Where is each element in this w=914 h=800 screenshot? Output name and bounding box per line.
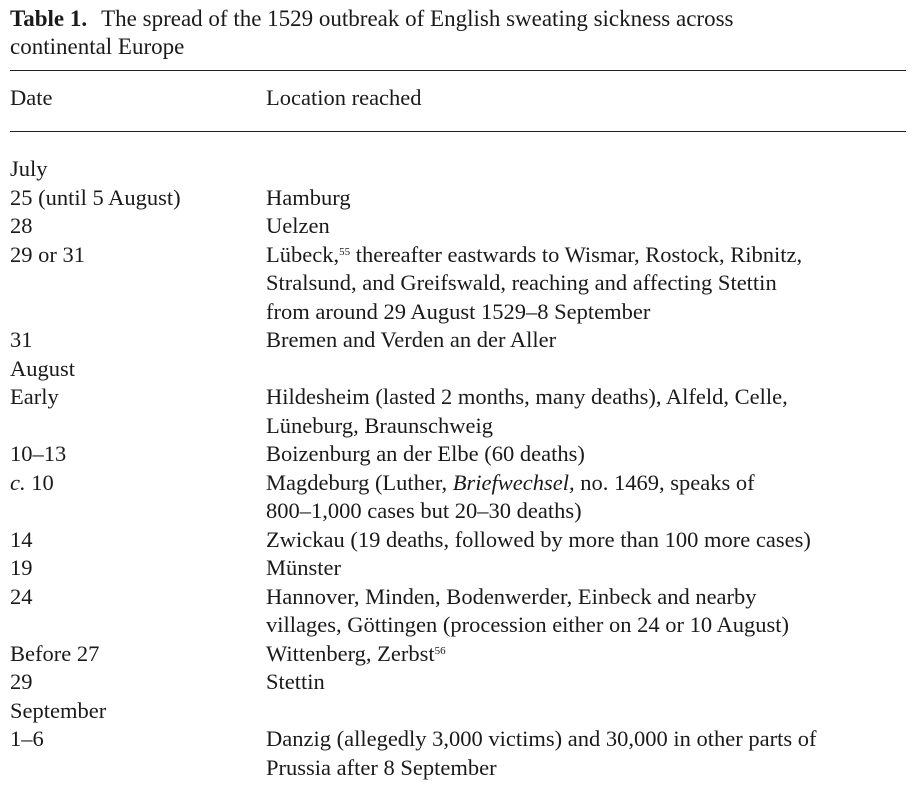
location-cell: Münster <box>266 555 341 580</box>
footnote-marker: 56 <box>434 644 446 657</box>
table-title-line-1: The spread of the 1529 outbreak of English sweating sickness across <box>101 6 734 31</box>
top-rule <box>10 70 906 71</box>
table-title-line-2: continental Europe <box>10 34 185 59</box>
location-cell: Uelzen <box>266 213 330 238</box>
date-cell: 1–6 <box>10 726 44 751</box>
header-location: Location reached <box>266 85 422 110</box>
date-cell: 31 <box>10 327 33 352</box>
location-cell: Hannover, Minden, Bodenwerder, Einbeck and nearby villages, Göttingen (procession either on 24 or 10 August) <box>266 583 790 637</box>
table-label: Table 1. <box>10 6 88 31</box>
month-row-july <box>10 155 906 184</box>
location-cell: Wittenberg, Zerbst$^{56}$ <box>266 640 446 666</box>
table-row <box>10 469 906 526</box>
date-cell: c. 10 <box>10 469 54 495</box>
date-cell: 29 <box>10 669 33 694</box>
location-cell: Danzig (allegedly 3,000 victims) and 30,000 in other parts of Prussia after 8 September <box>266 726 817 780</box>
location-cell: Stettin <box>266 669 325 694</box>
location-cell: Magdeburg (Luther, Briefwechsel, no. 1469, speaks of 800–1,000 cases but 20–30 deaths) <box>266 469 755 523</box>
footnote-marker: 55 <box>339 245 351 258</box>
header-date: Date <box>10 85 53 110</box>
location-cell: Zwickau (19 deaths, followed by more than 100 more cases) <box>266 526 811 552</box>
table-body <box>10 155 906 782</box>
location-cell: Hamburg <box>266 184 351 210</box>
date-cell: 10–13 <box>10 441 67 466</box>
table-header <box>10 84 906 112</box>
header-rule <box>10 131 906 132</box>
table-row <box>10 554 906 583</box>
date-cell: Early <box>10 384 59 409</box>
table-row <box>10 241 906 327</box>
table-row <box>10 526 906 555</box>
table-row <box>10 725 906 782</box>
table-row <box>10 440 906 469</box>
date-cell: 24 <box>10 583 33 609</box>
table-row <box>10 640 906 669</box>
table-row <box>10 184 906 213</box>
date-cell: 29 or 31 <box>10 241 85 267</box>
location-cell: Hildesheim (lasted 2 months, many deaths), Alfeld, Celle, Lüneburg, Braunschweig <box>266 384 788 438</box>
month-label: July <box>10 156 48 181</box>
date-cell: 25 (until 5 August) <box>10 184 181 210</box>
date-cell: Before 27 <box>10 640 100 666</box>
document-page <box>10 0 906 782</box>
date-cell: 14 <box>10 526 33 552</box>
table-row <box>10 583 906 640</box>
month-label: August <box>10 355 76 381</box>
table-row <box>10 668 906 697</box>
table-row <box>10 383 906 440</box>
month-row-august <box>10 355 906 384</box>
table-row <box>10 326 906 355</box>
table-row <box>10 212 906 241</box>
table-caption <box>10 5 906 61</box>
location-cell: Bremen and Verden an der Aller <box>266 327 557 352</box>
date-cell: 19 <box>10 555 33 580</box>
month-label: September <box>10 697 107 723</box>
month-row-september <box>10 697 906 726</box>
location-cell: Boizenburg an der Elbe (60 deaths) <box>266 441 585 466</box>
caption-line-1 <box>10 5 906 33</box>
location-cell: Lübeck,$^{55}$ thereafter eastwards to Wismar, Rostock, Ribnitz, Stralsund, and Greifswald, reaching and affecting Stettin from around 29 August 1529–8 September <box>266 241 803 324</box>
date-cell: 28 <box>10 213 33 238</box>
